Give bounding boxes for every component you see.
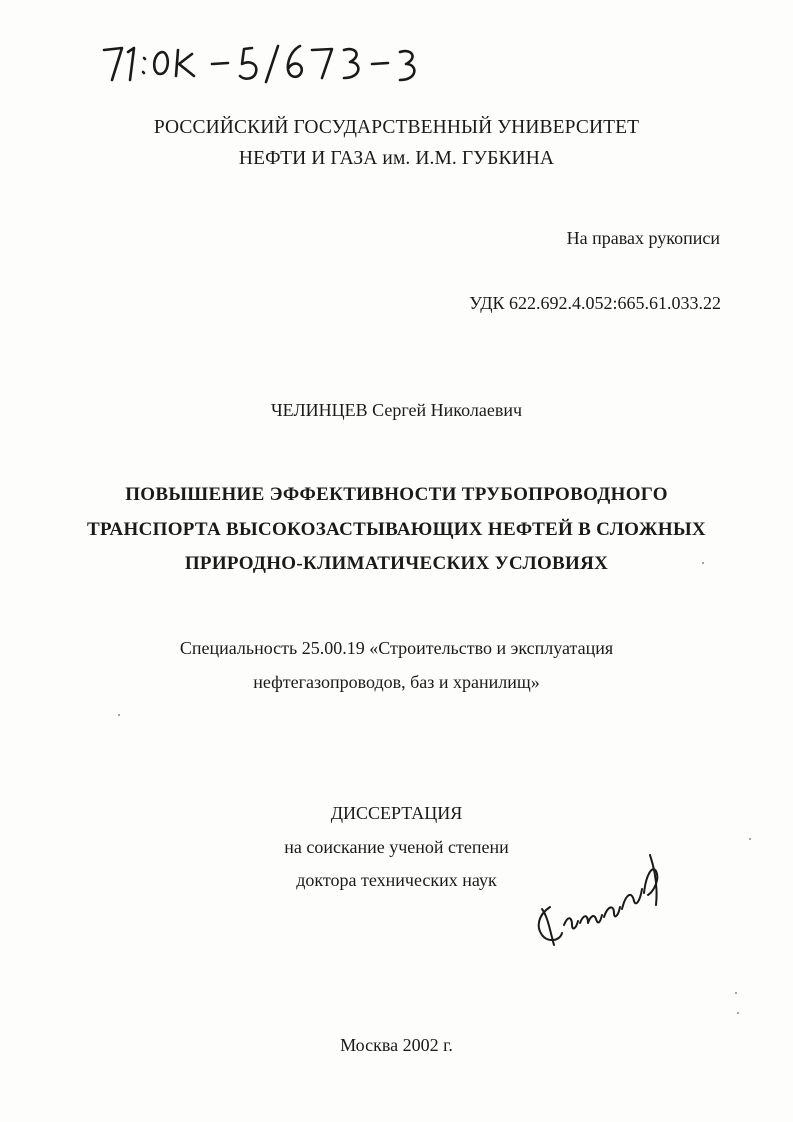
scan-speck [749,838,751,840]
scan-speck [702,562,704,564]
dissertation-title-line-2: ТРАНСПОРТА ВЫСОКОЗАСТЫВАЮЩИХ НЕФТЕЙ В СЛОЖНЫХ [87,519,706,540]
degree-line-1: на соискание ученой степени [284,837,509,857]
handwritten-signature [528,845,678,955]
manuscript-note: На правах рукописи [566,228,720,248]
handwritten-archive-code [100,38,430,88]
scan-speck [118,714,120,716]
dissertation-title-line-1: ПОВЫШЕНИЕ ЭФФЕКТИВНОСТИ ТРУБОПРОВОДНОГО [125,484,668,505]
author-name: ЧЕЛИНЦЕВ Сергей Николаевич [270,400,522,420]
scan-speck [735,992,737,994]
specialty-line-1: Специальность 25.00.19 «Строительство и эксплуатация [179,638,614,658]
specialty-line-2: нефтегазопроводов, баз и хранилищ» [253,672,540,692]
university-name-line-1: РОССИЙСКИЙ ГОСУДАРСТВЕННЫЙ УНИВЕРСИТЕТ [153,117,640,138]
dissertation-heading: ДИССЕРТАЦИЯ [330,803,463,823]
degree-line-2: доктора технических наук [296,870,497,890]
university-name-line-2: НЕФТИ И ГАЗА им. И.М. ГУБКИНА [238,148,555,169]
dissertation-title-line-3: ПРИРОДНО-КЛИМАТИЧЕСКИХ УСЛОВИЯХ [184,553,609,574]
udk-code: УДК 622.692.4.052:665.61.033.22 [469,293,721,313]
place-and-year: Москва 2002 г. [340,1035,453,1055]
scan-speck [737,1012,739,1014]
